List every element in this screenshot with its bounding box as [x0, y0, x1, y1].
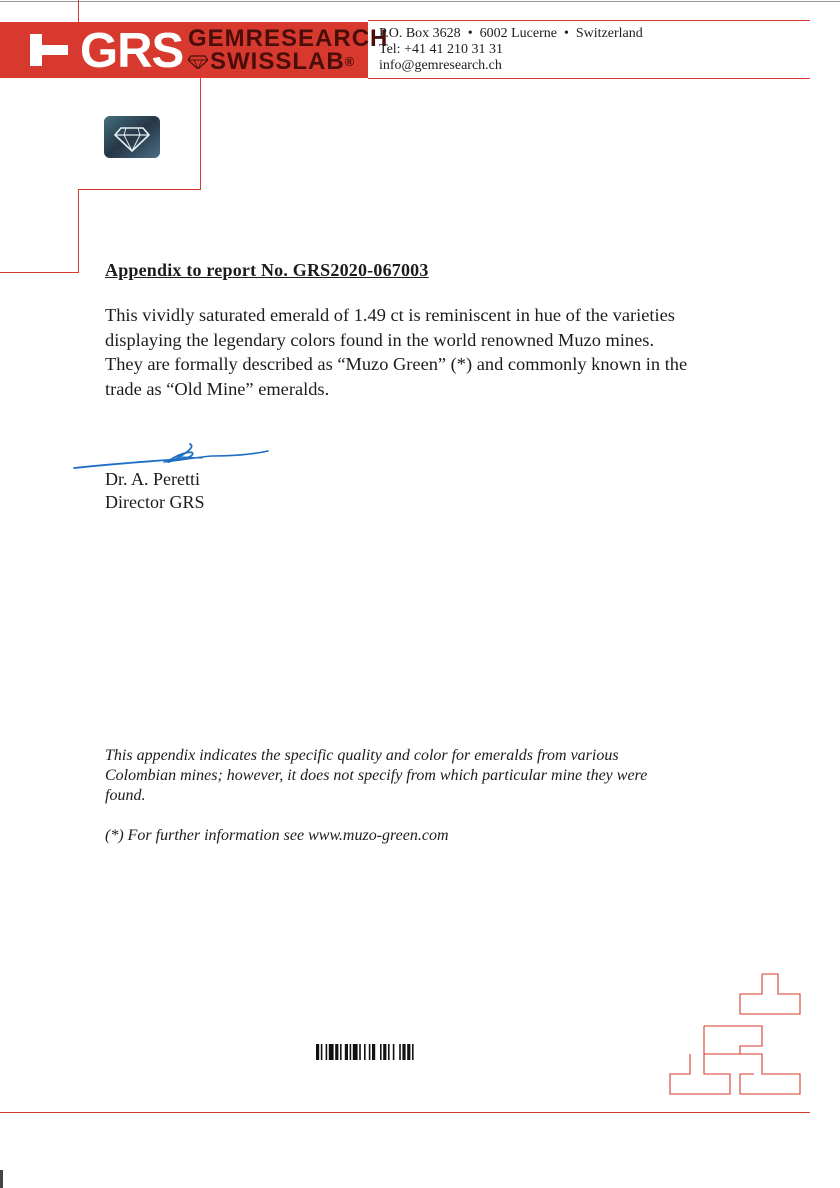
- barcode-bar: [407, 1044, 410, 1060]
- barcode-bar: [340, 1044, 342, 1060]
- barcode-bar: [393, 1044, 395, 1060]
- barcode-bar: [316, 1044, 319, 1060]
- signer-block: [105, 468, 204, 514]
- barcode: [316, 1044, 486, 1060]
- hologram-diamond-icon: [104, 116, 160, 158]
- signer-name: Dr. A. Peretti: [105, 469, 200, 489]
- barcode-bar: [383, 1044, 386, 1060]
- barcode-bar: [399, 1044, 401, 1060]
- barcode-bar: [329, 1044, 334, 1060]
- barcode-bar: [364, 1044, 366, 1060]
- frame-line-left: [78, 189, 79, 273]
- barcode-bar: [412, 1044, 414, 1060]
- note-line: found.: [105, 787, 146, 804]
- logo-brand: GRS: [80, 24, 184, 78]
- body-line: displaying the legendary colors found in the world renowned Muzo mines.: [105, 329, 655, 350]
- frame-line-mid: [78, 189, 200, 190]
- binding-edge: [0, 1170, 3, 1188]
- further-info-note: (*) For further information see www.muzo-green.com: [105, 827, 449, 844]
- contact-address-line: P.O. Box 3628 • 6002 Lucerne • Switzerland: [379, 26, 643, 41]
- appendix-title: Appendix to report No. GRS2020-067003: [105, 260, 429, 280]
- note-line: This appendix indicates the specific quality and color for emeralds from various: [105, 747, 619, 764]
- logo-line-swisslab: SWISSLAB®: [210, 48, 356, 75]
- barcode-bar: [388, 1044, 390, 1060]
- hologram-seal-icon: [104, 116, 160, 158]
- barcode-bar: [359, 1044, 361, 1060]
- barcode-bar: [335, 1044, 338, 1060]
- diamond-icon: [188, 55, 208, 69]
- handwritten-signature: [72, 438, 272, 470]
- frame-line-top-left: [78, 0, 79, 22]
- contact-email: info@gemresearch.ch: [379, 58, 502, 73]
- logo-line-gemresearch: GEMRESEARCH: [188, 25, 389, 52]
- note-line: Colombian mines; however, it does not specify from which particular mine they were: [105, 767, 648, 784]
- barcode-bar: [353, 1044, 358, 1060]
- body-line: This vividly saturated emerald of 1.49 ct is reminiscent in hue of the varieties: [105, 305, 675, 325]
- footer-rule: [0, 1112, 810, 1113]
- barcode-bar: [369, 1044, 371, 1060]
- barcode-bar: [345, 1044, 348, 1060]
- grs-cross-logo-icon: [30, 34, 68, 66]
- signer-title: Director GRS: [105, 492, 205, 512]
- barcode-bar: [380, 1044, 382, 1060]
- barcode-bar: [372, 1044, 375, 1060]
- appendix-body: [105, 303, 765, 401]
- frame-line-right: [200, 78, 201, 190]
- swiss-cross-pattern-icon: [668, 970, 804, 1098]
- header-top-rule: [368, 20, 810, 21]
- header-bottom-rule: [368, 78, 810, 79]
- body-line: trade as “Old Mine” emeralds.: [105, 378, 330, 399]
- barcode-bar: [321, 1044, 323, 1060]
- frame-line-bottom: [0, 272, 79, 273]
- barcode-bar: [326, 1044, 328, 1060]
- body-line: They are formally described as “Muzo Green” (*) and commonly known in the: [105, 354, 688, 374]
- contact-tel: Tel: +41 41 210 31 31: [379, 42, 503, 57]
- barcode-bar: [350, 1044, 352, 1060]
- grs-logo: [0, 22, 389, 78]
- barcode-bar: [402, 1044, 405, 1060]
- contact-block: [379, 26, 643, 74]
- disclaimer-note: [105, 746, 647, 806]
- page-top-edge: [0, 1, 840, 2]
